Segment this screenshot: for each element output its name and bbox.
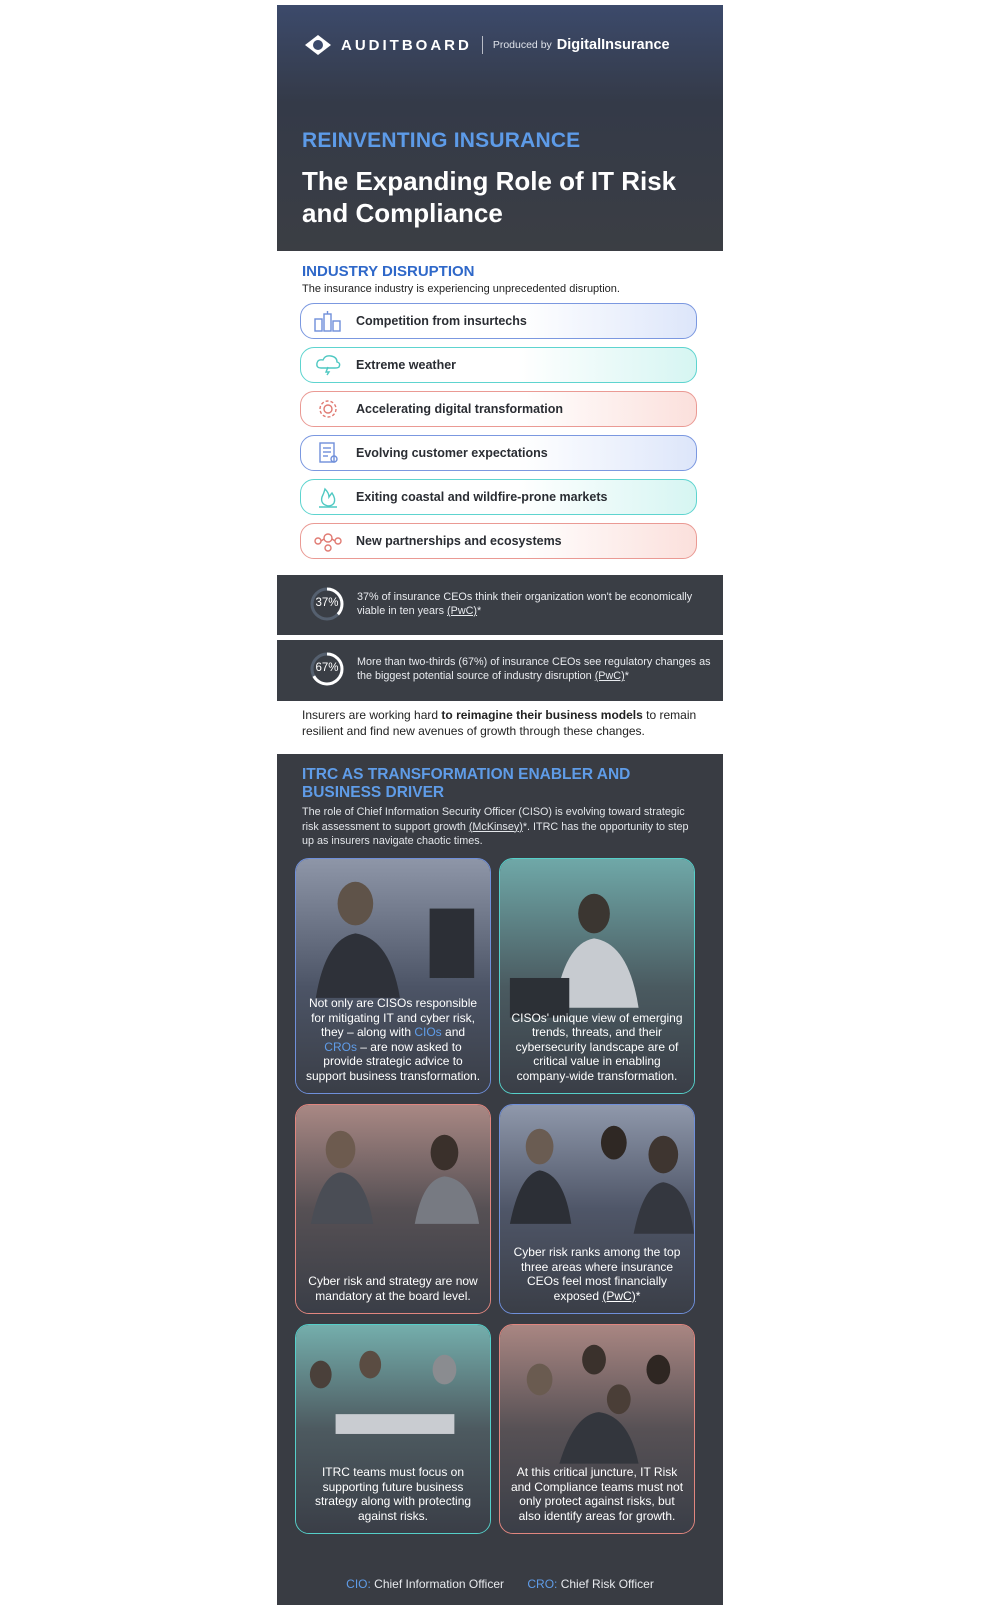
insight-card xyxy=(499,1324,695,1534)
card-text: Not only are CISOs responsible for mitigating IT and cyber risk, they – along with CIOs and CROs – are now asked to provide strategic advice to support business transformation. xyxy=(305,996,481,1083)
stat-description: More than two-thirds (67%) of insurance CEOs see regulatory changes as the biggest potential source of industry disruption xyxy=(357,656,711,682)
network-icon xyxy=(313,529,343,553)
stat-value: 37% xyxy=(315,597,339,609)
footnote-mark: * xyxy=(624,670,629,682)
card-text: At this critical juncture, IT Risk and Compliance teams must not only protect against risks, but also identify areas for growth. xyxy=(510,1465,684,1523)
buildings-icon xyxy=(313,309,343,333)
auditboard-logo-icon xyxy=(303,33,333,57)
card-text: Cyber risk ranks among the top three areas where insurance CEOs feel most financially exposed (PwC)* xyxy=(513,1245,681,1303)
kicker-title: REINVENTING INSURANCE xyxy=(302,129,581,152)
stat-value: 67% xyxy=(315,662,339,674)
hero-header xyxy=(277,5,723,251)
card-text: Cyber risk and strategy are now mandatory at the board level. xyxy=(308,1274,478,1303)
fire-icon xyxy=(313,485,343,509)
produced-by-label: Produced by xyxy=(492,39,552,51)
stat-description: 37% of insurance CEOs think their organization won't be economically viable in ten years xyxy=(357,591,693,617)
infographic xyxy=(277,5,723,1605)
cio-term: CIOs xyxy=(414,1025,442,1039)
brand-divider xyxy=(482,36,483,54)
cio-definition: Chief Information Officer xyxy=(374,1577,505,1591)
resilience-statement xyxy=(277,701,723,754)
section-subheading: The insurance industry is experiencing unprecedented disruption. xyxy=(302,283,620,295)
disruption-item xyxy=(300,303,697,339)
stat-block xyxy=(277,575,723,635)
cio-abbr: CIO: xyxy=(346,1577,371,1591)
insight-card xyxy=(295,1324,491,1534)
source-link[interactable]: (PwC) xyxy=(447,605,478,617)
card-text: CISOs' unique view of emerging trends, threats, and their cybersecurity landscape are of critical value in enabling company-wide transformation. xyxy=(511,1010,683,1083)
storm-cloud-icon xyxy=(313,353,343,377)
source-link[interactable]: (McKinsey) xyxy=(468,820,523,833)
disruption-item xyxy=(300,347,697,383)
disruption-item xyxy=(300,391,697,427)
resilience-text: Insurers are working hard to reimagine their business models to remain resilient and find new avenues of growth through these changes. xyxy=(302,708,697,738)
glossary-footer xyxy=(277,1577,723,1591)
page-title: The Expanding Role of IT Risk and Compliance xyxy=(302,166,677,228)
insight-card xyxy=(499,858,695,1094)
disruption-item-label: Competition from insurtechs xyxy=(356,314,527,328)
footnote-mark: * xyxy=(477,605,482,617)
stat-block xyxy=(277,640,723,701)
disruption-item xyxy=(300,435,697,471)
disruption-item xyxy=(300,479,697,515)
card-text: ITRC teams must focus on supporting future business strategy along with protecting against risks. xyxy=(314,1465,472,1523)
section-heading: ITRC AS TRANSFORMATION ENABLER AND BUSINESS DRIVER xyxy=(302,766,631,801)
stat-text xyxy=(357,590,713,618)
partner-name: DigitalInsurance xyxy=(556,37,670,53)
disruption-item-label: New partnerships and ecosystems xyxy=(356,534,562,548)
brand-name: AUDITBOARD xyxy=(341,36,472,54)
disruption-item-label: Extreme weather xyxy=(356,358,457,372)
cro-term: CROs xyxy=(324,1039,357,1054)
insight-card xyxy=(499,1104,695,1314)
cro-definition: Chief Risk Officer xyxy=(560,1577,654,1591)
checklist-icon xyxy=(313,441,343,465)
brand-bar xyxy=(303,33,670,57)
disruption-item-label: Exiting coastal and wildfire-prone markets xyxy=(356,490,608,504)
insight-card xyxy=(295,858,491,1094)
gear-icon xyxy=(313,397,343,421)
disruption-item xyxy=(300,523,697,559)
source-link[interactable]: (PwC) xyxy=(594,670,625,682)
section-description: The role of Chief Information Security Officer (CISO) is evolving toward strategic risk assessment to support growth (McKinsey)*. ITRC has the opportunity to step up as insurers navigate chaotic times. xyxy=(302,806,689,847)
stat-text xyxy=(357,655,713,683)
disruption-item-label: Accelerating digital transformation xyxy=(356,402,563,416)
section-heading: INDUSTRY DISRUPTION xyxy=(302,263,475,280)
industry-disruption-section xyxy=(277,251,723,575)
cro-abbr: CRO: xyxy=(527,1577,558,1591)
itrc-section xyxy=(277,754,723,1605)
emphasis: to reimagine their business models xyxy=(441,708,643,722)
disruption-item-label: Evolving customer expectations xyxy=(356,446,548,460)
insight-card xyxy=(295,1104,491,1314)
source-link[interactable]: (PwC) xyxy=(602,1288,636,1303)
